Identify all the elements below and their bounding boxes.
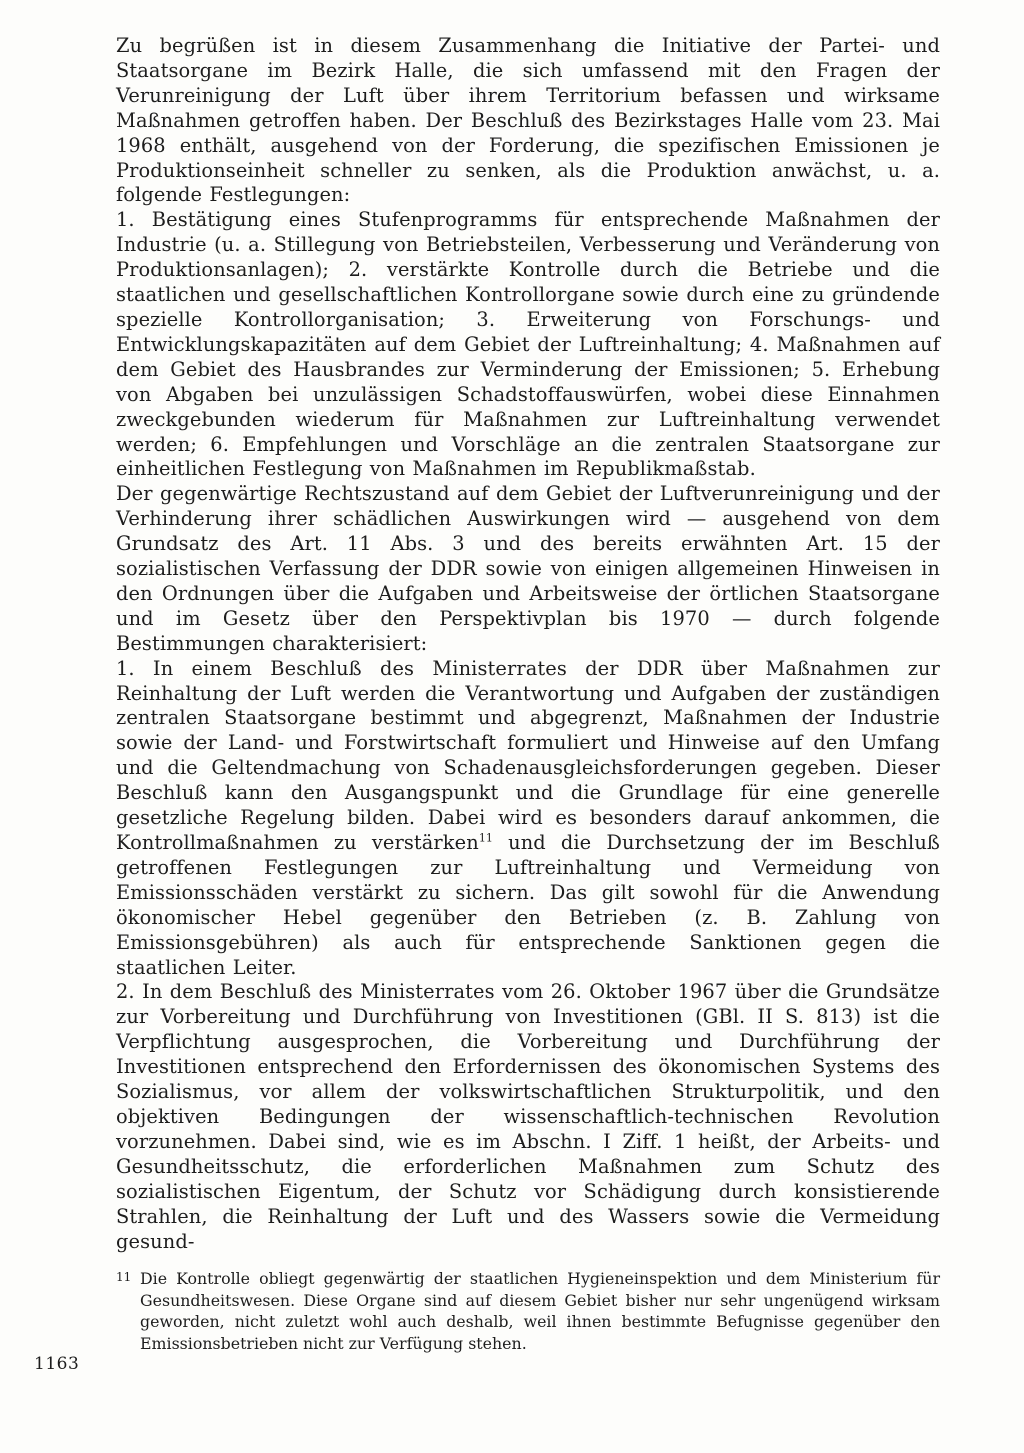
paragraph-4-part-2: und die Durchsetzung der im Beschluß getroffenen Festlegungen zur Luftreinhaltung und Vermeidung von Emissionsschäden verstärkt zu sichern. Das gilt sowohl für die Anwendung ökonomischer Hebel gegenüber den Betrieben (z. B. Zahlung von Emissionsgebühren) als auch für entsprechende Sanktionen gegen die staatlichen Leiter. (116, 831, 940, 979)
paragraph-1: Zu begrüßen ist in diesem Zusammenhang die Initiative der Partei- und Staatsorgane im Bezirk Halle, die sich umfassend mit den Fragen der Verunreinigung der Luft über ihrem Territorium befassen und wirksame Maßnahmen getroffen haben. Der Beschluß des Bezirkstages Halle vom 23. Mai 1968 enthält, ausgehend von der Forderung, die spezifischen Emissionen je Produktionseinheit schneller zu senken, als die Produktion anwächst, u. a. folgende Festlegungen: (116, 34, 940, 207)
footnotes (116, 1268, 940, 1355)
paragraph-5: 2. In dem Beschluß des Ministerrates vom 26. Oktober 1967 über die Grundsätze zur Vorbereitung und Durchführung von Investitionen (GBl. II S. 813) ist die Verpflichtung ausgesprochen, die Vorbereitung und Durchführung der Investitionen entsprechend den Erfordernissen des ökonomischen Systems des Sozialismus, vor allem der volkswirtschaftlichen Strukturpolitik, und den objektiven Bedingungen der wissenschaftlich-technischen Revolution vorzunehmen. Dabei sind, wie es im Abschn. I Ziff. 1 heißt, der Arbeits- und Gesundheitsschutz, die erforderlichen Maßnahmen zum Schutz des sozialistischen Eigentum, der Schutz vor Schädigung durch konsistierende Strahlen, die Reinhaltung der Luft und des Wassers sowie die Vermeidung gesund- (116, 980, 940, 1253)
footnote-text: Die Kontrolle obliegt gegenwärtig der staatlichen Hygieneinspektion und dem Ministerium für Gesundheitswesen. Diese Organe sind auf diesem Gebiet bisher nur sehr ungenügend wirksam geworden, nicht zuletzt wohl auch deshalb, weil ihnen bestimmte Befugnisse gegenüber den Emissionsbetrieben nicht zur Verfügung stehen. (140, 1269, 940, 1354)
footnote-11 (116, 1268, 940, 1355)
paragraph-3: Der gegenwärtige Rechtszustand auf dem Gebiet der Luftverunreinigung und der Verhinderung ihrer schädlichen Auswirkungen wird — ausgehend von dem Grundsatz des Art. 11 Abs. 3 und des bereits erwähnten Art. 15 der sozialistischen Verfassung der DDR sowie von einigen allgemeinen Hinweisen in den Ordnungen über die Aufgaben und Arbeitsweise der örtlichen Staatsorgane und im Gesetz über den Perspektivplan bis 1970 — durch folgende Bestimmungen charakterisiert: (116, 482, 940, 655)
paragraph-4 (116, 657, 940, 981)
footnote-reference[interactable]: 11 (478, 831, 494, 845)
footnote-number: 11 (116, 1270, 132, 1284)
page-number: 1163 (34, 1354, 80, 1374)
paragraph-2: 1. Bestätigung eines Stufenprogramms für entsprechende Maßnahmen der Industrie (u. a. Stillegung von Betriebsteilen, Verbesserung und Veränderung von Produktionsanlagen); 2. verstärkte Kontrolle durch die Betriebe und die staatlichen und gesellschaftlichen Kontrollorgane sowie durch eine zu gründende spezielle Kontrollorganisation; 3. Erweiterung von Forschungs- und Entwicklungskapazitäten auf dem Gebiet der Luftreinhaltung; 4. Maßnahmen auf dem Gebiet des Hausbrandes zur Verminderung der Emissionen; 5. Erhebung von Abgaben bei unzulässigen Schadstoffauswürfen, wobei diese Einnahmen zweckgebunden wiederum für Maßnahmen zur Luftreinhaltung verwendet werden; 6. Empfehlungen und Vorschläge an die zentralen Staatsorgane zur einheitlichen Festlegung von Maßnahmen im Republikmaßstab. (116, 208, 940, 481)
paragraph-4-part-1: 1. In einem Beschluß des Ministerrates der DDR über Maßnahmen zur Reinhaltung der Luft werden die Verantwortung und Aufgaben der zuständigen zentralen Staatsorgane bestimmt und abgegrenzt, Maßnahmen der Industrie sowie der Land- und Forstwirtschaft formuliert und Hinweise auf den Umfang und die Geltendmachung von Schadenausgleichsforderungen gegeben. Dieser Beschluß kann den Ausgangspunkt und die Grundlage für eine generelle gesetzliche Regelung bilden. Dabei wird es besonders darauf ankommen, die Kontrollmaßnahmen zu verstärken (116, 656, 940, 854)
main-text (116, 34, 940, 1254)
